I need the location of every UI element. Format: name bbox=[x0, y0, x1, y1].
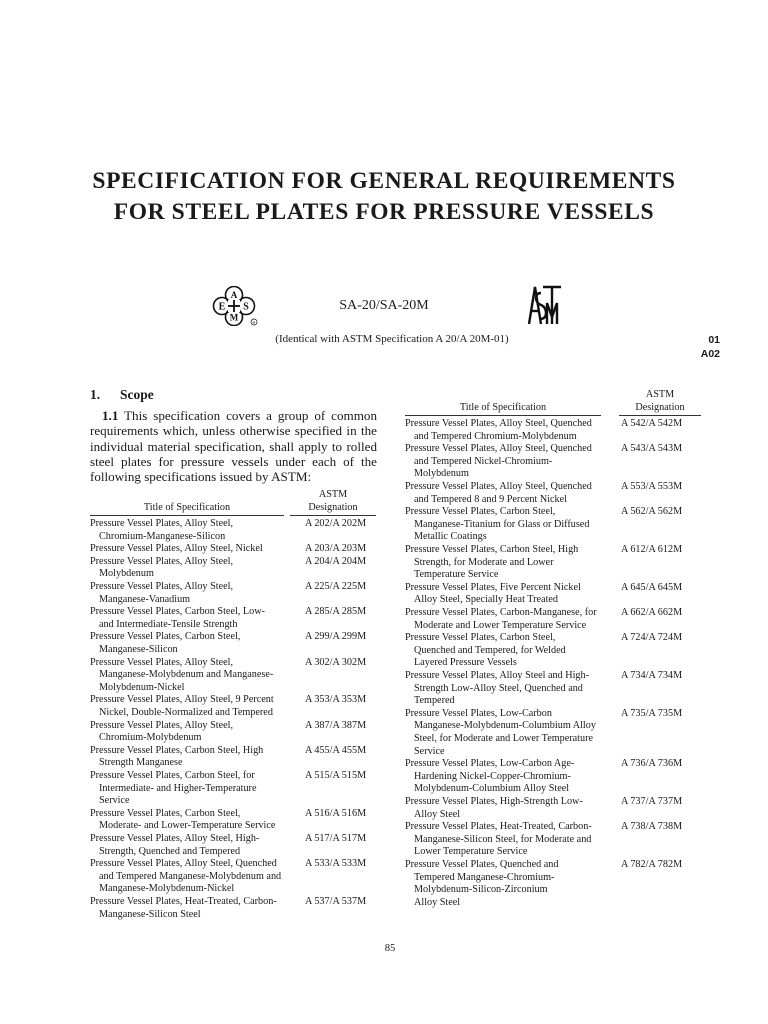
spec-designation: A 299/A 299M bbox=[305, 631, 367, 643]
spec-designation: A 285/A 285M bbox=[305, 606, 367, 618]
spec-title bbox=[90, 694, 274, 719]
spec-title-line: Pressure Vessel Plates, Alloy Steel, Nickel bbox=[90, 543, 263, 555]
spec-title bbox=[90, 606, 265, 631]
spec-title-line: Manganese-Molybdenum-Nickel bbox=[99, 883, 235, 895]
spec-title-line: Strength Low-Alloy Steel, Quenched and bbox=[414, 682, 583, 694]
spec-designation: A 612/A 612M bbox=[621, 544, 683, 555]
spec-title-line: Tempered bbox=[414, 695, 455, 707]
spec-title bbox=[405, 443, 592, 481]
spec-title-line: Pressure Vessel Plates, Low-Carbon bbox=[405, 707, 552, 719]
spec-title-line: Pressure Vessel Plates, Alloy Steel, Quenched bbox=[405, 418, 592, 429]
spec-table-right bbox=[405, 388, 701, 908]
spec-title-line: Nickel, Double-Normalized and Tempered bbox=[99, 706, 273, 718]
spec-title-line: Manganese-Silicon Steel bbox=[99, 908, 201, 920]
spec-title-line: Molybdenum-Silicon-Zirconium bbox=[414, 884, 548, 896]
identical-note: (Identical with ASTM Specification A 20/A 20M-01) bbox=[275, 333, 509, 345]
spec-title-line: Pressure Vessel Plates, Alloy Steel, bbox=[90, 581, 233, 592]
spec-title bbox=[90, 896, 277, 921]
spec-designation: A 542/A 542M bbox=[621, 418, 683, 429]
spec-title-line: Service bbox=[99, 795, 130, 807]
spec-designation: A 782/A 782M bbox=[621, 859, 683, 870]
spec-title-line: Pressure Vessel Plates, Alloy Steel, Quenched bbox=[90, 858, 277, 870]
column-header-astm bbox=[290, 489, 376, 514]
spec-title-line: and Intermediate-Tensile Strength bbox=[99, 618, 238, 630]
spec-title-line: Steel, for Moderate and Lower Temperature bbox=[414, 732, 594, 744]
spec-title-line: Pressure Vessel Plates, Carbon Steel, bbox=[405, 506, 556, 518]
spec-title bbox=[90, 720, 233, 745]
spec-title bbox=[90, 657, 273, 695]
spec-designation: A 387/A 387M bbox=[305, 719, 367, 731]
spec-designation: A 517/A 517M bbox=[305, 833, 367, 844]
title-line-1: SPECIFICATION FOR GENERAL REQUIREMENTS bbox=[92, 168, 676, 194]
column-header-astm-line-2: Designation bbox=[308, 501, 358, 513]
spec-title bbox=[405, 796, 583, 821]
spec-title bbox=[405, 418, 592, 443]
spec-title bbox=[90, 543, 263, 556]
header-rule-astm bbox=[290, 515, 376, 516]
spec-title-line: Manganese-Titanium for Glass or Diffused bbox=[414, 518, 590, 530]
spec-title-line: Alloy Steel bbox=[414, 808, 461, 820]
spec-designation: A 645/A 645M bbox=[621, 581, 683, 593]
astm-logo bbox=[526, 283, 562, 332]
spec-table-left bbox=[90, 487, 376, 920]
spec-designation: A 204/A 204M bbox=[305, 555, 367, 567]
svg-text:M: M bbox=[229, 312, 239, 323]
spec-title bbox=[405, 481, 592, 506]
spec-designation: A 202/A 202M bbox=[305, 518, 367, 529]
spec-title-line: Pressure Vessel Plates, Carbon-Manganese, for bbox=[405, 607, 597, 618]
spec-designation: A 738/A 738M bbox=[621, 821, 683, 833]
spec-title bbox=[405, 708, 596, 758]
spec-title-line: Strength, for Moderate and Lower bbox=[414, 556, 554, 568]
spec-title-line: Manganese-Vanadium bbox=[99, 593, 191, 605]
page-number: 85 bbox=[384, 943, 396, 954]
margin-note-01: 01 bbox=[708, 334, 720, 346]
section-title: Scope bbox=[120, 387, 154, 402]
spec-title-line: Pressure Vessel Plates, Alloy Steel, bbox=[90, 656, 233, 668]
column-header-astm bbox=[619, 389, 701, 414]
spec-designation: A 353/A 353M bbox=[305, 694, 367, 706]
spec-title-line: Pressure Vessel Plates, Alloy Steel, 9 Percent bbox=[90, 694, 274, 706]
spec-title-line: Tempered Manganese-Chromium- bbox=[414, 871, 555, 883]
column-header-astm-line-1: ASTM bbox=[645, 389, 675, 400]
spec-title-line: and Tempered 8 and 9 Percent Nickel bbox=[414, 493, 567, 505]
spec-title-line: Molybdenum bbox=[414, 468, 469, 480]
spec-title-line: Pressure Vessel Plates, Heat-Treated, Carbon- bbox=[405, 821, 592, 833]
spec-title bbox=[405, 506, 589, 544]
spec-title-line: Strength, Quenched and Tempered bbox=[99, 845, 241, 857]
spec-title-line: Pressure Vessel Plates, Alloy Steel, Quenched bbox=[405, 443, 592, 455]
spec-title bbox=[90, 833, 259, 858]
column-header-astm-line-1: ASTM bbox=[318, 489, 348, 500]
svg-text:S: S bbox=[243, 301, 249, 313]
spec-designation: A 302/A 302M bbox=[305, 656, 367, 668]
table-header bbox=[90, 487, 376, 514]
spec-designation: A 734/A 734M bbox=[621, 670, 683, 681]
spec-title bbox=[90, 581, 233, 606]
spec-title-line: Pressure Vessel Plates, Alloy Steel, High- bbox=[90, 833, 260, 844]
spec-designation: A 737/A 737M bbox=[621, 796, 683, 807]
spec-title bbox=[405, 607, 597, 632]
header-rule-title bbox=[90, 515, 284, 516]
spec-title-line: Pressure Vessel Plates, Carbon Steel, High bbox=[90, 744, 264, 756]
spec-title bbox=[405, 821, 592, 859]
spec-designation: A 736/A 736M bbox=[621, 758, 683, 770]
svg-text:E: E bbox=[218, 301, 226, 313]
title-line-2: FOR STEEL PLATES FOR PRESSURE VESSELS bbox=[113, 199, 655, 225]
spec-designation: A 537/A 537M bbox=[305, 896, 367, 907]
spec-title-line: Metallic Coatings bbox=[414, 531, 487, 543]
spec-title bbox=[90, 745, 263, 770]
spec-designation: A 735/A 735M bbox=[621, 707, 683, 719]
spec-title-line: and Tempered Chromium-Molybdenum bbox=[414, 430, 577, 442]
header-rule-title bbox=[405, 415, 601, 416]
spec-title-line: Strength Manganese bbox=[99, 757, 183, 769]
spec-title bbox=[90, 858, 281, 896]
column-header-title: Title of Specification bbox=[459, 401, 547, 413]
spec-title-line: Intermediate- and Higher-Temperature bbox=[99, 782, 257, 794]
spec-title-line: Pressure Vessel Plates, Carbon Steel, for bbox=[90, 770, 255, 781]
spec-title-line: Pressure Vessel Plates, Carbon Steel, High bbox=[405, 544, 579, 555]
spec-title bbox=[405, 670, 589, 708]
spec-title-line: Temperature Service bbox=[414, 569, 499, 581]
margin-note-a02: A02 bbox=[700, 348, 720, 360]
spec-title bbox=[90, 631, 240, 656]
spec-title-line: Pressure Vessel Plates, Carbon Steel, bbox=[405, 632, 556, 644]
spec-title-line: Pressure Vessel Plates, Five Percent Nickel bbox=[405, 581, 581, 593]
svg-text:A: A bbox=[230, 290, 238, 300]
clause-number: 1.1 bbox=[102, 408, 119, 423]
svg-text:R: R bbox=[252, 320, 256, 325]
spec-title-line: Manganese-Silicon Steel, for Moderate and bbox=[414, 833, 592, 845]
table-header bbox=[405, 388, 701, 414]
spec-title-line: Manganese-Silicon bbox=[99, 643, 178, 655]
spec-title-line: Pressure Vessel Plates, Carbon Steel, Low- bbox=[90, 606, 265, 618]
spec-title-line: Lower Temperature Service bbox=[414, 846, 528, 858]
spec-title-line: Molybdenum-Columbium Alloy Steel bbox=[414, 783, 570, 795]
spec-title-line: Hardening Nickel-Copper-Chromium- bbox=[414, 770, 571, 782]
spec-title-line: Manganese-Molybdenum-Columbium Alloy bbox=[414, 720, 596, 732]
spec-title-line: Pressure Vessel Plates, Carbon Steel, bbox=[90, 631, 241, 643]
spec-title-line: Molybdenum bbox=[99, 568, 154, 580]
spec-title bbox=[90, 808, 275, 833]
spec-title bbox=[405, 758, 574, 796]
spec-title-line: Pressure Vessel Plates, Alloy Steel, bbox=[90, 555, 233, 567]
spec-title bbox=[90, 518, 233, 543]
spec-title-line: Alloy Steel, Specially Heat Treated bbox=[414, 594, 559, 606]
spec-title-line: Pressure Vessel Plates, Heat-Treated, Carbon- bbox=[90, 896, 277, 907]
column-header-astm-line-2: Designation bbox=[635, 401, 685, 413]
spec-title-line: Chromium-Molybdenum bbox=[99, 732, 202, 744]
section-number: 1. bbox=[90, 387, 101, 402]
spec-title-line: and Tempered Nickel-Chromium- bbox=[414, 455, 553, 467]
spec-designation: A 543/A 543M bbox=[621, 443, 683, 455]
spec-title bbox=[405, 859, 558, 909]
spec-designation: A 562/A 562M bbox=[621, 506, 683, 518]
column-header-title: Title of Specification bbox=[143, 501, 231, 513]
spec-designation: A 516/A 516M bbox=[305, 807, 367, 819]
spec-title bbox=[405, 632, 566, 670]
intro-paragraph bbox=[90, 408, 377, 484]
spec-title bbox=[405, 582, 581, 607]
spec-designation: A 553/A 553M bbox=[621, 481, 683, 492]
spec-title-line: Quenched and Tempered, for Welded bbox=[414, 644, 566, 656]
header-rule-astm bbox=[619, 415, 701, 416]
spec-title-line: Alloy Steel bbox=[414, 896, 461, 908]
spec-title-line: and Tempered Manganese-Molybdenum and bbox=[99, 870, 282, 882]
spec-title-line: Chromium-Manganese-Silicon bbox=[99, 530, 226, 542]
spec-designation: A 515/A 515M bbox=[305, 770, 367, 781]
spec-title-line: Moderate and Lower Temperature Service bbox=[414, 619, 587, 631]
spec-title bbox=[90, 556, 233, 581]
spec-title-line: Molybdenum-Nickel bbox=[99, 681, 185, 693]
document-title bbox=[0, 166, 768, 228]
spec-title-line: Pressure Vessel Plates, Quenched and bbox=[405, 859, 559, 870]
spec-title-line: Layered Pressure Vessels bbox=[414, 657, 517, 669]
spec-designation: A 533/A 533M bbox=[305, 858, 367, 870]
spec-code: SA-20/SA-20M bbox=[339, 298, 429, 313]
spec-title-line: Pressure Vessel Plates, Carbon Steel, bbox=[90, 807, 241, 819]
spec-title-line: Pressure Vessel Plates, Alloy Steel, bbox=[90, 518, 233, 529]
clause-text: This specification covers a group of common requirements which, unless otherwise specified in the individual material specification, shall apply to rolled steel plates for pressure vessels under each of the following specifications issued by ASTM: bbox=[90, 408, 377, 485]
spec-title bbox=[405, 544, 578, 582]
section-heading bbox=[90, 387, 154, 403]
spec-designation: A 455/A 455M bbox=[305, 744, 367, 756]
spec-designation: A 662/A 662M bbox=[621, 607, 683, 618]
spec-designation: A 225/A 225M bbox=[305, 581, 367, 592]
spec-title-line: Moderate- and Lower-Temperature Service bbox=[99, 820, 276, 832]
spec-title-line: Pressure Vessel Plates, High-Strength Low- bbox=[405, 796, 583, 807]
spec-title-line: Pressure Vessel Plates, Alloy Steel, bbox=[90, 719, 233, 731]
spec-designation: A 203/A 203M bbox=[305, 543, 367, 555]
spec-designation: A 724/A 724M bbox=[621, 632, 683, 644]
spec-title bbox=[90, 770, 256, 808]
spec-title-line: Pressure Vessel Plates, Alloy Steel, Quenched bbox=[405, 481, 592, 492]
spec-title-line: Pressure Vessel Plates, Low-Carbon Age- bbox=[405, 758, 575, 770]
spec-title-line: Pressure Vessel Plates, Alloy Steel and High- bbox=[405, 670, 590, 681]
spec-title-line: Manganese-Molybdenum and Manganese- bbox=[99, 669, 274, 681]
spec-title-line: Service bbox=[414, 745, 445, 757]
